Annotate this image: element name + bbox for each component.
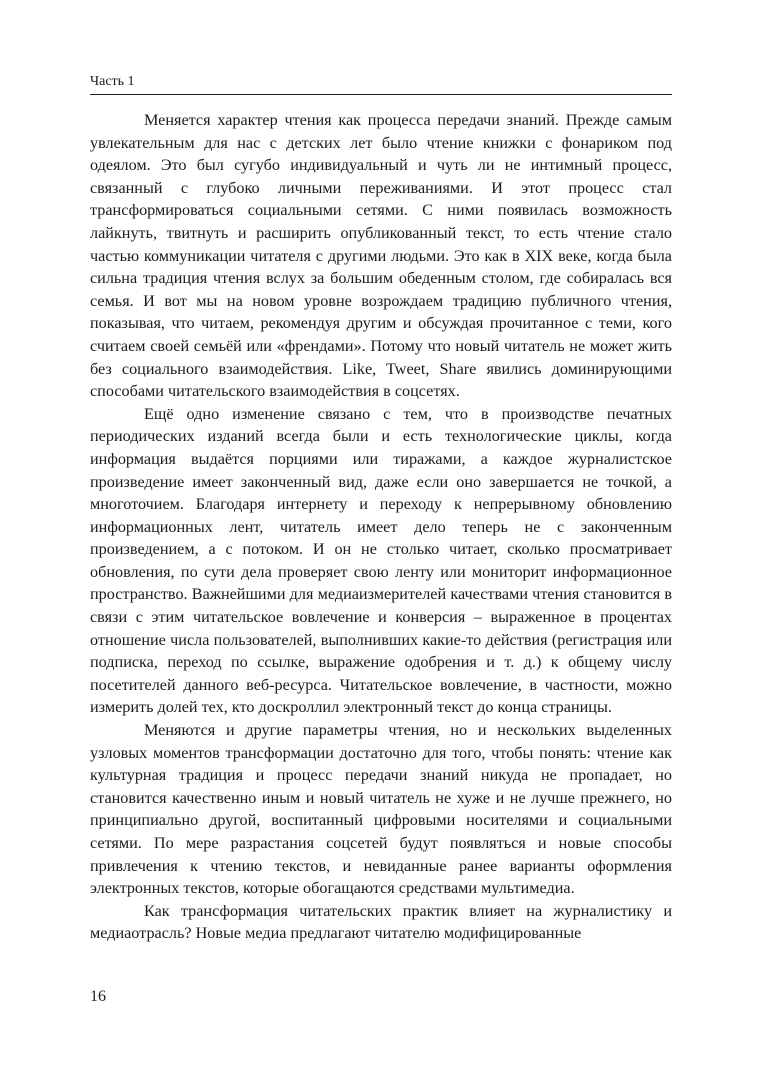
running-head bbox=[90, 74, 672, 95]
body-text bbox=[90, 109, 672, 945]
paragraph: Ещё одно изменение связано с тем, что в производстве печатных периодических изданий всегда были и есть технологические циклы, когда информация выдаётся порциями или тиражами, а каждое журналистское произведение имеет законченный вид, даже если оно завершается не точкой, а многоточием. Благодаря интернету и переходу к непрерывному обновлению информационных лент, читатель имеет дело теперь не с законченным произведением, а с потоком. И он не столько читает, сколько просматривает обновления, по сути дела проверяет свою ленту или мониторит информационное пространство. Важнейшими для медиаизмерителей качествами чтения становится в связи с этим читательское вовлечение и конверсия – выраженное в процентах отношение числа пользователей, выполнивших какие-то действия (регистрация или подписка, переход по ссылке, выражение одобрения и т. д.) к общему числу посетителей данного веб-ресурса. Читательское вовлечение, в частности, можно измерить долей тех, кто доскроллил электронный текст до конца страницы. bbox=[90, 404, 672, 717]
running-head-text: Часть 1 bbox=[90, 74, 135, 89]
paragraph: Меняются и другие параметры чтения, но и нескольких выделенных узловых моментов трансформации достаточно для того, чтобы понять: чтение как культурная традиция и процесс передачи знаний никуда не пропадает, но становится качественно иным и новый читатель не хуже и не лучше прежнего, но принципиально другой, воспитанный цифровыми носителями и социальными сетями. По мере разрастания соцсетей будут появляться и новые способы привлечения к чтению текстов, и невиданные ранее варианты оформления электронных текстов, которые обогащаются средствами мультимедиа. bbox=[90, 721, 672, 898]
paragraph: Меняется характер чтения как процесса передачи знаний. Прежде самым увлекательным для нас с детских лет было чтение книжки с фонариком под одеялом. Это был сугубо индивидуальный и чуть ли не интимный процесс, связанный с глубоко личными переживаниями. И этот процесс стал трансформироваться социальными сетями. С ними появилась возможность лайкнуть, твитнуть и расширить опубликованный текст, то есть чтение стало частью коммуникации читателя с другими людьми. Это как в XIX веке, когда была сильна традиция чтения вслух за большим обеденным столом, где собиралась вся семья. И вот мы на новом уровне возрождаем традицию публичного чтения, показывая, что читаем, рекомендуя другим и обсуждая прочитанное с теми, кого считаем своей семьёй или «френдами». Потому что новый читатель не может жить без социального взаимодействия. Like, Tweet, Share явились доминирующими способами читательского взаимодействия в соцсетях. bbox=[90, 111, 672, 401]
page-number: 16 bbox=[90, 988, 106, 1005]
paragraph: Как трансформация читательских практик влияет на журналистику и медиаотрасль? Новые медиа предлагают читателю модифицированные bbox=[90, 901, 672, 943]
